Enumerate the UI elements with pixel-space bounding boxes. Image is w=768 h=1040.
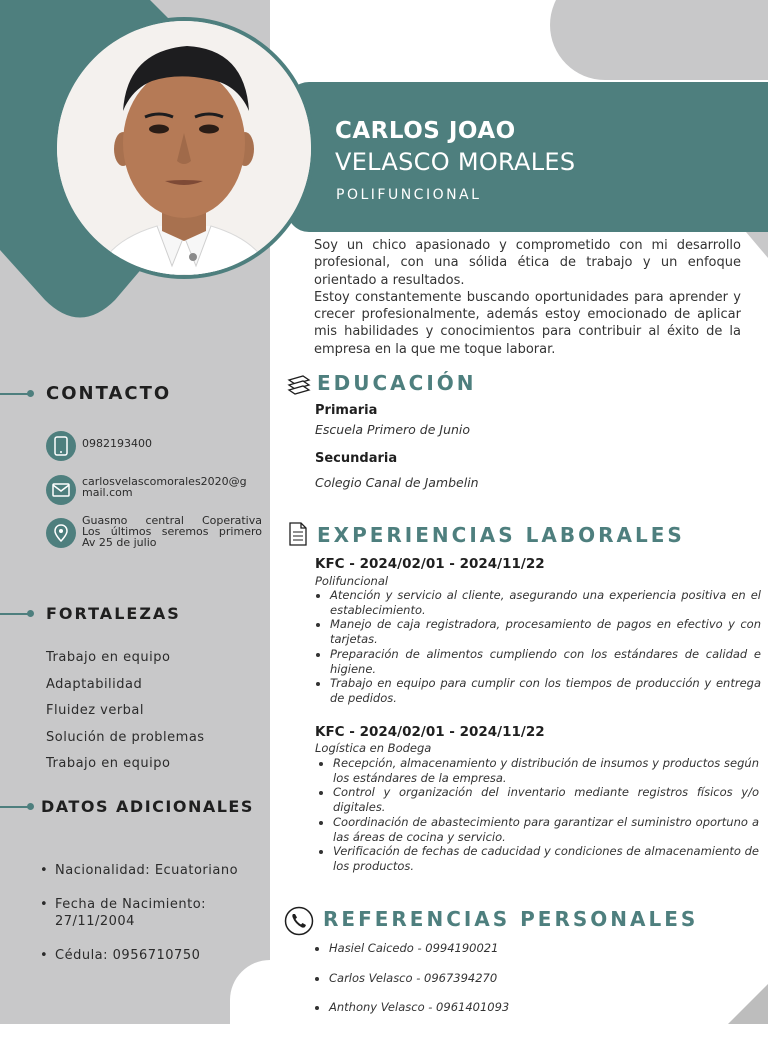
corner-decoration [746, 232, 768, 258]
job-duties-list [312, 588, 761, 706]
list-item: • Coordinación de abastecimiento para garantizar el suministro oportuno a las áreas de cocina y servicio. [333, 815, 759, 844]
job-duties-list [315, 756, 759, 874]
list-item: • Recepción, almacenamiento y distribución de insumos y productos según los estándares de la empresa. [333, 756, 759, 785]
heading-line [0, 806, 28, 808]
contact-heading: CONTACTO [46, 383, 172, 404]
education-level: Primaria [315, 403, 378, 418]
job-role: Polifuncional [315, 574, 389, 588]
envelope-icon [46, 475, 76, 505]
experience-heading: EXPERIENCIAS LABORALES [317, 523, 685, 547]
job-role-title: POLIFUNCIONAL [336, 187, 482, 203]
list-item: • Preparación de alimentos cumpliendo con los estándares de calidad e higiene. [330, 647, 761, 676]
profile-summary: Soy un chico apasionado y comprometido con mi desarrollo profesional, con una sólida ética de trabajo y un enfoque orientado a resultados. Estoy constantemente buscando oportunidades para aprender y crecer profesionalmente, además estoy emocionado de aplicar mis habilidades y conocimientos para contribuir al éxito de la empresa en la que me toque laborar. [314, 238, 741, 357]
strength-item: Trabajo en equipo [46, 756, 171, 771]
phone-icon [46, 431, 76, 461]
additional-data-list [40, 862, 265, 964]
list-item: • Manejo de caja registradora, procesamiento de pagos en efectivo y con tarjetas. [330, 617, 761, 646]
heading-dot [27, 803, 34, 810]
strength-item: Adaptabilidad [46, 677, 143, 692]
list-item: • Verificación de fechas de caducidad y condiciones de almacenamiento de los productos. [333, 844, 759, 873]
list-item: • Control y organización del inventario mediante registros físicos y/o digitales. [333, 785, 759, 814]
document-icon [289, 522, 307, 546]
list-item: • Hasiel Caicedo - 0994190021 [329, 941, 629, 971]
list-item: • Fecha de Nacimiento: 27/11/2004 [40, 897, 207, 929]
heading-dot [27, 390, 34, 397]
telephone-icon [284, 906, 314, 936]
job-title: KFC - 2024/02/01 - 2024/11/22 [315, 556, 545, 572]
education-level: Secundaria [315, 451, 398, 466]
heading-line [0, 613, 28, 615]
first-name: CARLOS JOAO [335, 118, 516, 144]
list-item: • Trabajo en equipo para cumplir con los tiempos de producción y entrega de pedidos. [330, 676, 761, 705]
references-list [315, 941, 629, 1030]
list-item: • Cédula: 0956710750 [40, 948, 201, 963]
address: Guasmo central Coperativa Los últimos seremos primero Av 25 de julio [82, 514, 262, 549]
strengths-heading: FORTALEZAS [46, 604, 181, 623]
list-item: • Carlos Velasco - 0967394270 [329, 971, 629, 1001]
email-address: carlosvelascomorales2020@g mail.com [82, 475, 247, 499]
books-icon [287, 374, 311, 396]
profile-photo [57, 21, 311, 275]
strength-item: Solución de problemas [46, 730, 205, 745]
education-school: Escuela Primero de Junio [315, 422, 471, 437]
list-item: • Atención y servicio al cliente, asegurando una experiencia positiva en el establecimiento. [330, 588, 761, 617]
heading-line [0, 393, 28, 395]
additional-data-heading: DATOS ADICIONALES [41, 797, 254, 816]
top-right-decoration [550, 0, 768, 80]
education-heading: EDUCACIÓN [317, 371, 477, 395]
job-title: KFC - 2024/02/01 - 2024/11/22 [315, 724, 545, 740]
job-role: Logística en Bodega [315, 741, 432, 755]
last-name: VELASCO MORALES [335, 148, 576, 176]
strength-item: Trabajo en equipo [46, 650, 171, 665]
strength-item: Fluidez verbal [46, 703, 145, 718]
heading-dot [27, 610, 34, 617]
references-heading: REFERENCIAS PERSONALES [323, 907, 699, 931]
list-item: • Anthony Velasco - 0961401093 [329, 1000, 629, 1030]
education-school: Colegio Canal de Jambelin [315, 475, 479, 490]
location-pin-icon [46, 518, 76, 548]
bottom-corner-decoration [728, 984, 768, 1024]
sidebar-bottom-decoration [230, 960, 310, 1040]
list-item: • Nacionalidad: Ecuatoriano [40, 863, 239, 878]
phone-number: 0982193400 [82, 437, 152, 450]
